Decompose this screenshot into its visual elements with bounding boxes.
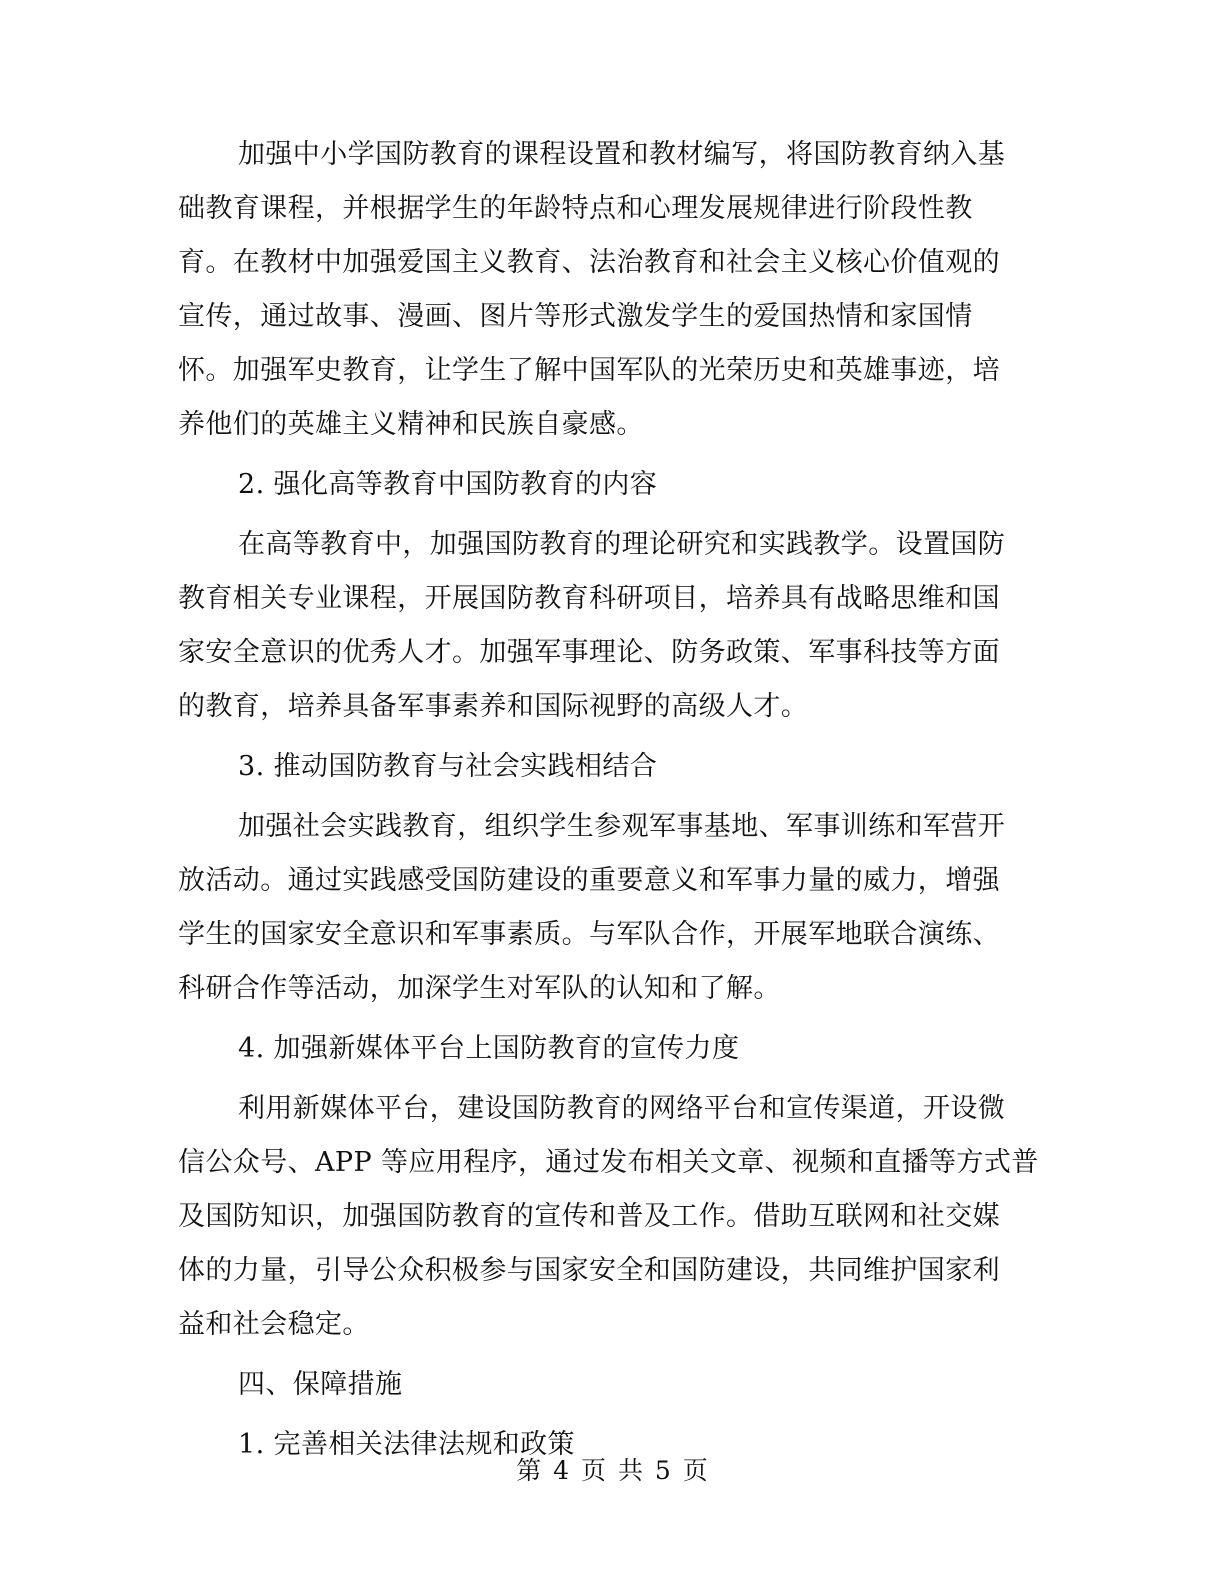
text-line: 加强中小学国防教育的课程设置和教材编写，将国防教育纳入基 xyxy=(238,139,1006,170)
text-line: 宣传，通过故事、漫画、图片等形式激发学生的爱国热情和家国情 xyxy=(178,301,973,332)
text-line: 怀。加强军史教育，让学生了解中国军队的光荣历史和英雄事迹，培 xyxy=(178,355,1000,386)
text-line: 家安全意识的优秀人才。加强军事理论、防务政策、军事科技等方面 xyxy=(178,637,1000,668)
heading-item-3: 3. 推动国防教育与社会实践相结合 xyxy=(238,751,658,782)
text-line: 育。在教材中加强爱国主义教育、法治教育和社会主义核心价值观的 xyxy=(178,247,1000,278)
text-line: 养他们的英雄主义精神和民族自豪感。 xyxy=(178,409,644,440)
text-line: 放活动。通过实践感受国防建设的重要意义和军事力量的威力，增强 xyxy=(178,865,1000,896)
text-line: 础教育课程，并根据学生的年龄特点和心理发展规律进行阶段性教 xyxy=(178,193,973,224)
text-line: 学生的国家安全意识和军事素质。与军队合作，开展军地联合演练、 xyxy=(178,919,1000,950)
text-line: 加强社会实践教育，组织学生参观军事基地、军事训练和军营开 xyxy=(238,811,1006,842)
text-line: 教育相关专业课程，开展国防教育科研项目，培养具有战略思维和国 xyxy=(178,583,1000,614)
page-number-footer: 第 4 页 共 5 页 xyxy=(516,1456,708,1485)
paragraph-new-media xyxy=(178,1082,1038,1352)
text-line: 及国防知识，加强国防教育的宣传和普及工作。借助互联网和社交媒 xyxy=(178,1201,1000,1232)
text-line: 信公众号、APP 等应用程序，通过发布相关文章、视频和直播等方式普 xyxy=(178,1147,1039,1178)
paragraph-social-practice xyxy=(178,800,1038,1016)
text-line: 科研合作等活动，加深学生对军队的认知和了解。 xyxy=(178,973,781,1004)
text-line: 利用新媒体平台，建设国防教育的网络平台和宣传渠道，开设微 xyxy=(238,1093,1006,1124)
text-line: 的教育，培养具备军事素养和国际视野的高级人才。 xyxy=(178,691,809,722)
heading-item-4: 4. 加强新媒体平台上国防教育的宣传力度 xyxy=(238,1033,740,1064)
section-heading-safeguards: 四、保障措施 xyxy=(238,1369,403,1400)
heading-item-1: 1. 完善相关法律法规和政策 xyxy=(238,1429,575,1460)
text-line: 益和社会稳定。 xyxy=(178,1309,370,1340)
heading-item-2: 2. 强化高等教育中国防教育的内容 xyxy=(238,469,658,500)
paragraph-higher-education xyxy=(178,518,1038,734)
text-line: 体的力量，引导公众积极参与国家安全和国防建设，共同维护国家利 xyxy=(178,1255,1000,1286)
document-body xyxy=(178,128,1038,1472)
text-line: 在高等教育中，加强国防教育的理论研究和实践教学。设置国防 xyxy=(238,529,1006,560)
paragraph-curriculum xyxy=(178,128,1038,452)
